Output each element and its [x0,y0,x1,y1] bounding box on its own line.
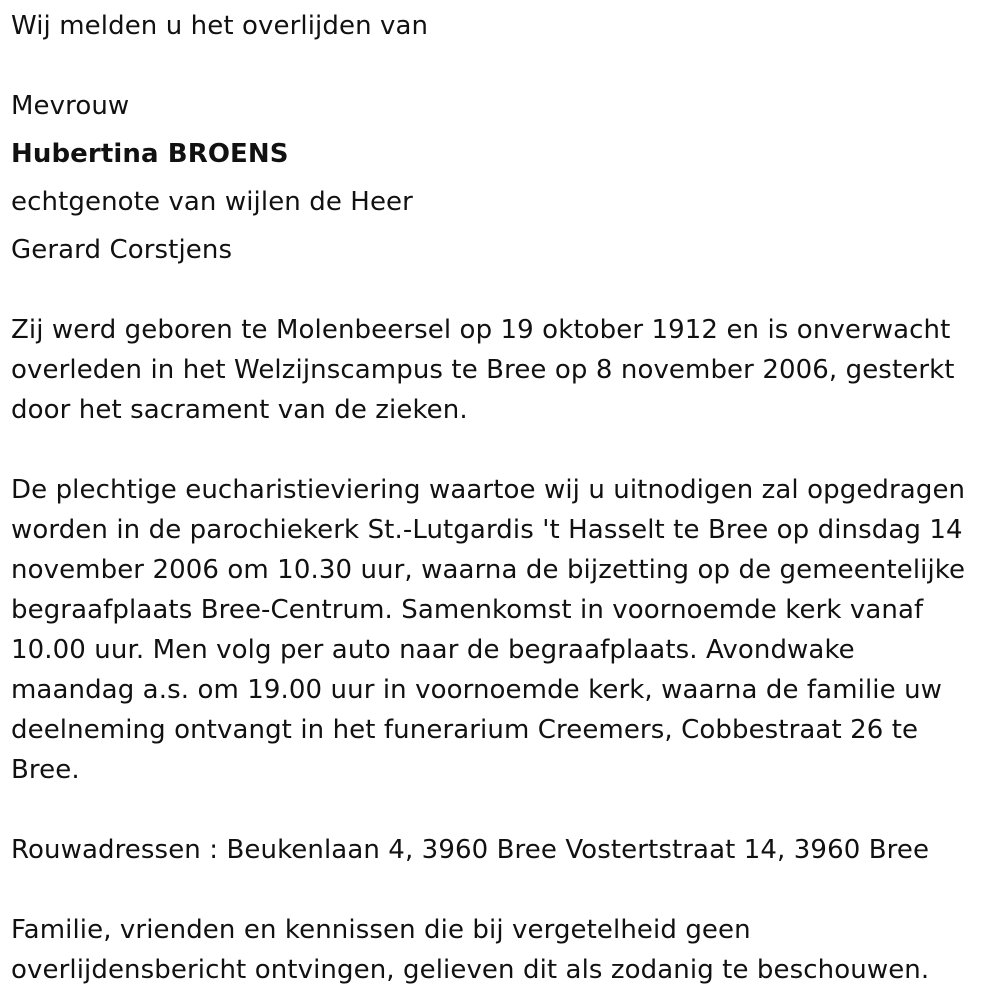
paragraph-line: begraafplaats Bree-Centrum. Samenkomst in voornoemde kerk vanaf [11,595,924,625]
paragraph-line: 10.00 uur. Men volg per auto naar de begraafplaats. Avondwake [11,635,855,665]
salutation: Mevrouw [11,91,130,121]
paragraph-line: overleden in het Welzijnscampus te Bree op 8 november 2006, gesterkt [11,355,955,385]
deceased-name: Hubertina BROENS [11,139,289,169]
paragraph-line: deelneming ontvangt in het funerarium Creemers, Cobbestraat 26 te [11,715,919,745]
paragraph-line: door het sacrament van de zieken. [11,395,468,425]
paragraph-line: november 2006 om 10.30 uur, waarna de bijzetting op de gemeentelijke [11,555,966,585]
intro-line: Wij melden u het overlijden van [11,11,429,41]
paragraph-line: worden in de parochiekerk St.-Lutgardis 't Hasselt te Bree op dinsdag 14 [11,515,963,545]
paragraph-line: De plechtige eucharistieviering waartoe wij u uitnodigen zal opgedragen [11,475,966,505]
paragraph-line: Zij werd geboren te Molenbeersel op 19 oktober 1912 en is onverwacht [11,315,951,345]
paragraph-line: Familie, vrienden en kennissen die bij vergetelheid geen [11,915,751,945]
paragraph-line: Bree. [11,755,80,785]
spouse-line-2: Gerard Corstjens [11,235,233,265]
paragraph-line: maandag a.s. om 19.00 uur in voornoemde kerk, waarna de familie uw [11,675,943,705]
ceremony-paragraph [11,470,965,790]
spouse-line-1: echtgenote van wijlen de Heer [11,187,413,217]
paragraph-line: overlijdensbericht ontvingen, gelieven dit als zodanig te beschouwen. [11,955,930,985]
birth-death-paragraph [11,310,955,430]
closing-paragraph [11,910,929,990]
mourning-addresses: Rouwadressen : Beukenlaan 4, 3960 Bree Vostertstraat 14, 3960 Bree [11,835,930,865]
